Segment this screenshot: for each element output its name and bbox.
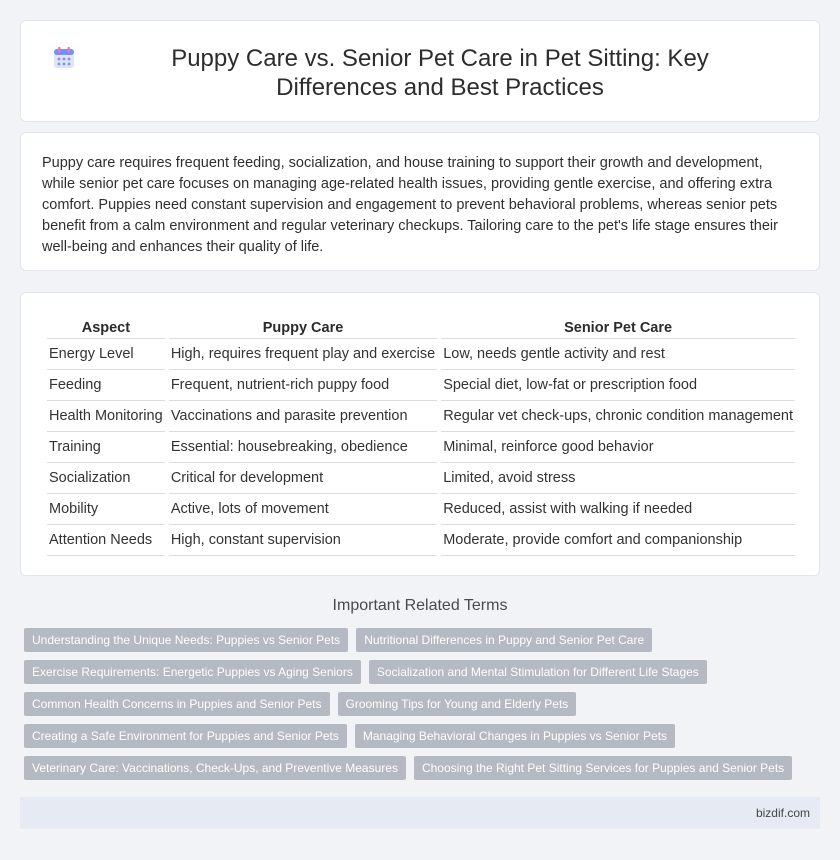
table-row [47, 525, 795, 556]
related-term-link[interactable]: Common Health Concerns in Puppies and Senior Pets [24, 692, 330, 716]
table-cell: Training [47, 432, 165, 463]
table-cell: Critical for development [169, 463, 437, 494]
table-row [47, 494, 795, 525]
related-term-link[interactable]: Grooming Tips for Young and Elderly Pets [338, 692, 577, 716]
table-cell: Attention Needs [47, 525, 165, 556]
table-cell: Vaccinations and parasite prevention [169, 401, 437, 432]
intro-card [20, 132, 820, 271]
table-row [47, 370, 795, 401]
related-term-link[interactable]: Nutritional Differences in Puppy and Senior Pet Care [356, 628, 652, 652]
table-cell: Moderate, provide comfort and companionship [441, 525, 795, 556]
table-row [47, 401, 795, 432]
footer [20, 797, 820, 829]
column-header-aspect: Aspect [47, 313, 165, 339]
table-cell: Energy Level [47, 339, 165, 370]
page-title: Puppy Care vs. Senior Pet Care in Pet Sitting: Key Differences and Best Practices [171, 45, 709, 101]
table-cell: Socialization [47, 463, 165, 494]
related-term-link[interactable]: Socialization and Mental Stimulation for Different Life Stages [369, 660, 707, 684]
table-cell: Feeding [47, 370, 165, 401]
column-header-puppy-care: Puppy Care [169, 313, 437, 339]
title-wrap [21, 44, 819, 102]
table-cell: Mobility [47, 494, 165, 525]
related-term-link[interactable]: Understanding the Unique Needs: Puppies vs Senior Pets [24, 628, 348, 652]
comparison-table [43, 313, 799, 556]
column-header-senior-pet-care: Senior Pet Care [441, 313, 795, 339]
comparison-table-card [20, 292, 820, 576]
table-cell: Minimal, reinforce good behavior [441, 432, 795, 463]
table-cell: High, requires frequent play and exercise [169, 339, 437, 370]
related-term-link[interactable]: Exercise Requirements: Energetic Puppies vs Aging Seniors [24, 660, 361, 684]
related-term-link[interactable]: Choosing the Right Pet Sitting Services for Puppies and Senior Pets [414, 756, 792, 780]
tag-row [24, 724, 804, 748]
tag-row [24, 628, 804, 652]
table-row [47, 463, 795, 494]
table-cell: Active, lots of movement [169, 494, 437, 525]
tag-row [24, 660, 804, 684]
table-cell: Special diet, low-fat or prescription food [441, 370, 795, 401]
table-cell: Low, needs gentle activity and rest [441, 339, 795, 370]
footer-site-link[interactable]: bizdif.com [755, 806, 810, 820]
table-cell: Reduced, assist with walking if needed [441, 494, 795, 525]
related-terms-heading: Important Related Terms [332, 597, 508, 614]
table-cell: Limited, avoid stress [441, 463, 795, 494]
table-cell: Regular vet check-ups, chronic condition management [441, 401, 795, 432]
table-cell: Essential: housebreaking, obedience [169, 432, 437, 463]
tag-row [24, 692, 804, 716]
table-cell: Frequent, nutrient-rich puppy food [169, 370, 437, 401]
related-term-link[interactable]: Veterinary Care: Vaccinations, Check-Ups, and Preventive Measures [24, 756, 406, 780]
related-term-link[interactable]: Managing Behavioral Changes in Puppies vs Senior Pets [355, 724, 675, 748]
table-cell: High, constant supervision [169, 525, 437, 556]
table-cell: Health Monitoring [47, 401, 165, 432]
table-row [47, 432, 795, 463]
tag-row [24, 756, 804, 780]
title-card [20, 20, 820, 122]
intro-paragraph: Puppy care requires frequent feeding, socialization, and house training to support their growth and development, while senior pet care focuses on managing age-related health issues, providing gentle exercise, and offering extra comfort. Puppies need constant supervision and engagement to prevent behavioral problems, whereas senior pets benefit from a calm environment and regular veterinary checkups. Tailoring care to the pet's life stage ensures their well-being and enhances their quality of life. [42, 155, 778, 255]
related-terms-list [24, 628, 804, 788]
table-row [47, 339, 795, 370]
table-header-row [47, 313, 795, 339]
related-term-link[interactable]: Creating a Safe Environment for Puppies and Senior Pets [24, 724, 347, 748]
